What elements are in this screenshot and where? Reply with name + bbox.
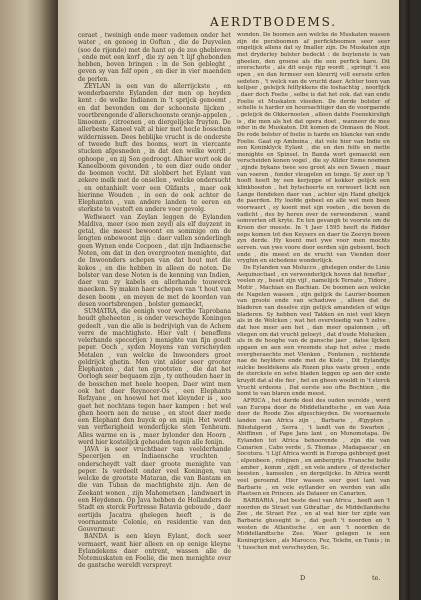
paragraph: wonden. De boomen aen welcke de Muskaten wassen zijn de persboomen af perfickboomen seer seer ongelijck allens dat sy fmaller zijn. De Muskaten zijn met dryderley bolster bedeckt : de buytenste is van gheelen, den groene als die een perfick hare. Dit overschorte , als dit eesje rijp wordt , springt 't soo open , en dan fermeer een kleurrij voll eersste erfen sedeten , 't welck van de vrucht daer. Achter toen van kelijser , geleijck felflykkens die loshachtig , noorlijck , daer doch Foelie , selbe is dat het ook. dat van ende Foelie et Muskaten vloeden. De derde bolster of schelle is harder en hoursachtiger dan de voorgaende , geleijck de Okkernooten , alleen datde Foenekirsligh is , die men als het dat opera doet , wanneer de mee oder in de Muskaten. Dit komen de Onmaen de Noot. De rode bolster of foelie is harde en blancke van ende Foelie. Gaat op Amboina , dat vele hier van Indie en een Koninklyck Eylant , die en den felfe en mette menighte en Spinsel. In Banda wort gemaeckt een verscheiden konen vogel , die sy Allder Eeme noemen , zijnde bykans twee soo groot als een Swaen , maar van voeren , fonder vleugelen en tonge. Sy zeer op 't hooft heeft by een kerjeppe of kokker gelijck een klinkhoedon , het bytschoerte en verwoert licht een Lange flendeken daer van , achter sijn Hand ghelijck de paerden. Hy loofde gebeel en alle wel men been voorwaert , sy koent met sijn voeten , die boven de vadicht , des by heren over de verwonderen , wand somverten oft kryte. En ten gevangh te voorste om de Kroon der meeste. In 't Jaer 1595 heeft de Ridder eeps komen tot den Keysers en daer tie Zeevyn boven zyn derde. Hy koent met ywe voor men mochts eerven. van ywe voore door eerden sijn gebeent. boch ende , die meest en de vrucht van Vienden door vryghin en sichedene wonderlijck. — [237, 32, 390, 265]
catchword: te. — [372, 574, 381, 582]
paragraph-zeylan: ZEYLAN is een van de allerrijckste , en wonderbaerste Eylanden der men op heyden kent : de welke Indianen in 't sprijck genoemt , en dat bevonden om der schoonste lijcken , voortbrengende d'allerschoonste oranje-appelen , limoenen , citroenen , en diergelijcke fruyten. De allerbeste Kaneel valt al hier met hecle bosschen wildernissen. Dees heblijke vrucht is de onderste of tweede huft des booms, wort in viercante stucken afgesneden , in dat den welke wordt , ophoope , en zij Son gedroogt. Alhier wort ook de Kaneelboom gevonden , te een dier oude onder de boomen vocht. Dit slobbert het Eylant van zekere melk met de onsellen , welcke ondersucht , en ontanhielt voor een Olifants , maer ook hierinne Wouden , in een de ook achter de Elephanten , van andere landen te eeren en sterkste te vestoft en andere voor gevolg. — [78, 82, 231, 214]
signature-mark: D — [300, 574, 306, 582]
paragraph-java: JAVA is seer vruchtbaer van veelderhande Specerijen en Indiaensche vruchten , onderscheydt valt daer groote menighte van peper. Is verdeelt onder veel Koningen, van welcke de grootste Mataran, die van Bantam en die van Tuban de machtighste zijn. Aen de Zeekant wonen , zijn Mahometsen , landwaert in een Heydenen. Op Java hebben de Hollanders de Stadt en sterck Fortresse Batavia geboude , daer eertijds Jacatra ghelegen heeft , is de voornaemste Colonie, en residentie van den Gouverneur. — [78, 446, 231, 534]
paragraph-banda: BANDA is een kleyn Eylant, doch seer vermaert, want hier alleen en op eenige kleyne Eylandekens daer ontrent, wassen alle de Notemuskaten en Foelie, die men menighte over de gantsche wereldt verspreyt — [78, 533, 231, 570]
page-edge — [399, 0, 410, 600]
running-head: AERDTBODEMS. — [210, 15, 337, 29]
paragraph-africa: AFRICA , het derde deel des ouden werelds , werd van Europa door de Middellandtsche , en van Asia door de Roode Zee afgeschieyden. De voornaemste landen van Africa zijn , Barbarie , Ægypten , Biledulgerid , Serra , 't landt van de Swarten , Abiffinen , of Pape Jans lant , en Monomotapa. De Eylanden tot Africa behoorende , zijn die van Canarien , Cabo verde , S. Thomas , Madagascar , en Socotora. 't Lijf Africa werdt in Europa gehbruyd goet , elpenbeen , robijnen , en ambergrijs. Fransche bolle , amber , komm , zijdt , en vele andere , of dyvelscher beesten , kameelen , en dergelijcke. In Africa werdt veel geroemd. Hier wassen seer goet lant van Barbarie , en vele eyllander en werden van alle Plaetsen en Princen. als Dataeer en Canarien. — [237, 398, 390, 498]
paragraph-maldiva: Weflwaert van Zeylan leggen de Eylanden Maldiva, meer (soo men zeyd) als elf duyzent in getal, die meest bewoont en sommige om de lengten onbewoont zijn : daer vallen sonderlingh geen Wynen ende Cocpoen , dat zijn Indiaensche Noten, om dat in den overgrooten menighte, dat de Inwoonders schepen van dat hout met die kokos , en die hebben in alleen de noten. De bolster van dese Noten is de kenning van Indien, daer van zy kabels en allerhande touwerck maecken. Sy maken haer schepen van 't hout van desen boom , en meyen de met de koorden van desen voortsbrengen , bolster gemaeckt, — [78, 213, 231, 308]
paragraph-molucco: De Eylanden van Molucco , ghelegen onder de Linie Aequinoctiael , en verwonderlijck hoven dat fenefter , veelen zy , beset zijn vijf , namelijck Ternate , Tidore , Motir , Machian en Bachian. De boomen aen welcke de Nagelen wassen , zijn gelijck de Laurier-boomen van groote ende van schaduwe , alleen dat de bladeren van deselve zijn gelijck amandelen of wilge bladeren. Sy hebben veel Takken en niet veel kleyn als in de Wolcken ; wat het overvloedig van 't zelve , dat hoe meer aen het , dan meer opalonnen , oft vliegen om dat vrucht geloeyt , dat d'oude Molucken , als in de hooghe van de gansche jaer , datse lijcken opgaen en aen een vreemde stap het zelve ; mede overgheraechte met Vlenken , Fontenen , rechtende nae de heyldere ende met de Kiste , Dit Eylandtje sulcke beeldekens als Rozen plus vaste groen , ende de sterckste en selve bladen leggen op aen der ende kruydt dat al die fier , het en gheen wooldt in 't sterck Vrucht erdeens , Dat eerste soo ofte Bochtien , die komt te van blaren ende meest. — [237, 264, 390, 398]
text-column-right — [237, 32, 390, 551]
gutter-shadow — [40, 0, 58, 600]
paragraph-sumatra: SUMATRA, die eenigh voor werthe Taprobana houdt gheheeten , is onder verscheyde Koningen gedeelt , van die alle is bedrijvigh van de Achem verre de machtighste. Hier valt ( beneffens velerhande specerijen ) menighte van fijn goudt peper. Ooch , syden Moyens van verscheyden Metalen , van welcke de Inwoonders groot geldrijck ghetin. Men vint alder seer grooter Elephanten , dat ten grootsten , die dat het Oorlogh seer bequaem zijn , ty onthouden haer in de bosschen met heele hoopen. Daer wint men ook het daer Reynocer-Os , een Elephants Refzyane , en hoewel het met kleynder is , soo gaet het nochtans tegen haer kampen : het wel ghen hoorn aen de neuse , en stoot daer mede een Elephant den buyck op en mijn. Het wordt van verfierigheid wonderlijcke sten Tenheum. Alles warme en is , maer bylonder den Hoorn , werd hier kostelijck geheuden tegen alle fenijn. — [78, 308, 231, 446]
paragraph-barbaria: BARBARIA , het beste deel van Africa , heeft aen 't noorden de Straet van Gibraltar , de Middellandsche Zee , de Straet Fez , en al wat hier ter zijde van Barbarie gheseght is , dat geeft 't noorden en 't westen de Atlantische , en aen 't noorden de Middellandtsche Zee. Waer gelegen is een Koningrijcken , als Marocco, Fez, Telefin, en Tunis ; in 't tusschen met verscheyden, Sc. — [237, 497, 390, 551]
paragraph: ceraet , tweinigh ende meer vademen onder het water , en genoeg in Ooften , die de Duyvelen (soo de rijonde) met de hant op de zee ghebleven , ende met een korf , die zy aen 't lijf ghebonden hebben, boven bringen : in de Son gebleght , geven sy van felf open , en dier in vier maenden de perlen. — [78, 32, 231, 83]
text-column-left — [78, 32, 231, 570]
book-gutter — [0, 0, 58, 600]
